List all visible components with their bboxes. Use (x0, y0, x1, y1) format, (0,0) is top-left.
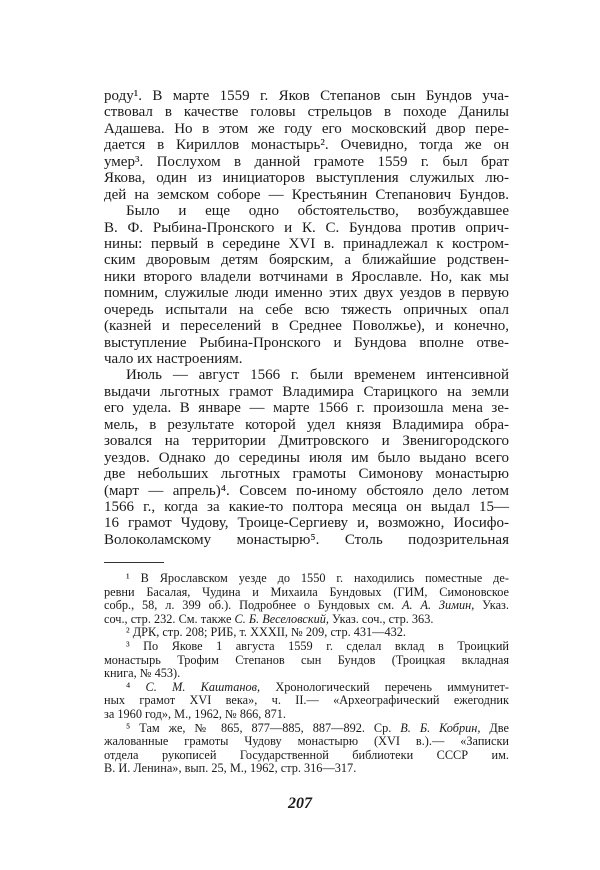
footnote-line (104, 613, 509, 627)
footnote-text: ¹ В Ярославском уезде до 1550 г. находились поместные де- (126, 571, 509, 585)
footnote-text: Указ. (474, 598, 509, 613)
text-line: умер³. Послухом в данной грамоте 1559 г. был брат (104, 153, 509, 170)
page-number: 207 (288, 795, 312, 812)
footnote-text: ревни Басалая, Чудина и Михаила Бундовых (ГИМ, Симоновское (104, 584, 509, 599)
text-line: дается в Кириллов монастырь². Очевидно, тогда же он (104, 137, 509, 154)
footnote-line (104, 667, 509, 681)
footnote-line (104, 599, 509, 613)
text-line: Якова, один из инициаторов выступления служилых лю- (104, 170, 509, 187)
footnote-text: Хронологический перечень иммунитет- (260, 679, 509, 694)
main-text-body (104, 88, 509, 548)
footnote-line (104, 572, 509, 586)
footnote-text: ² ДРК, стр. 208; РИБ, т. XXXII, № 209, стр. 431—432. (126, 625, 407, 640)
footnote-line (104, 681, 509, 695)
text-line: ствовал в качестве головы стрельцов в походе Данилы (104, 104, 509, 121)
footnote-author: А. А. Зимин, (402, 598, 475, 613)
text-line: две небольших льготных грамоты Симонову монастырю (104, 466, 509, 483)
text-line: чало их настроениям. (104, 351, 243, 367)
footnote-text: ³ По Якове 1 августа 1559 г. сделал вклад в Троицкий (126, 638, 509, 653)
footnote-line (104, 735, 509, 749)
footnote-author: С. Б. Веселовский, (234, 611, 329, 626)
footnote-text: отдела рукописей Государственной библиотеки СССР им. (104, 747, 509, 762)
text-line: выступление Рыбина-Пронского и Бундова вполне отве- (104, 334, 509, 351)
text-line: уездов. Однако до середины июля им было выдано всего (104, 449, 509, 466)
footnote-line (104, 654, 509, 668)
footnote-text: собр., 58, л. 399 об.). Подробнее о Бундовых см. (104, 598, 403, 613)
footnote-text: монастырь Трофим Степанов сын Бундов (Троицкая вкладная (104, 652, 509, 667)
text-line: ники второго владели вотчинами в Ярославле. Но, как мы (104, 268, 509, 285)
footnote-author: С. М. Каштанов, (145, 679, 261, 694)
text-line: мель, в результате которой удел князя Владимира обра- (104, 416, 509, 433)
footnote-text: жалованные грамоты Чудову монастырю (XVI в.).— «Записки (104, 734, 509, 749)
text-line: (март — апрель)⁴. Совсем по-иному обстояло дело летом (104, 482, 509, 499)
footnote-text: ных грамот XVI века», ч. II.— «Археографический ежегодник (104, 693, 509, 708)
text-line: зовался на территории Дмитровского и Звенигородского (104, 433, 509, 450)
footnote-text: ⁵ Там же, № 865, 877—885, 887—892. Ср. (126, 720, 401, 735)
footnote-text: В. И. Ленина», вып. 25, М., 1962, стр. 316—317. (104, 761, 357, 776)
text-line: дей на земском соборе — Крестьянин Степанович Бундов. (104, 186, 509, 203)
text-line: Адашева. Но в этом же году его московский двор пере- (104, 120, 509, 137)
text-line: роду¹. В марте 1559 г. Яков Степанов сын Бундов уча- (104, 88, 509, 104)
text-line: выдачи льготных грамот Владимира Старицкого на земли (104, 383, 509, 400)
text-line: ским дворовым детям боярским, а ближайшие родствен- (104, 252, 509, 269)
text-line: Июль — август 1566 г. были временем интенсивной (126, 367, 509, 384)
text-line: В. Ф. Рыбина-Пронского и К. С. Бундова против оприч- (104, 219, 509, 236)
text-line: Было и еще одно обстоятельство, возбуждавшее (126, 203, 509, 220)
footnote-text: книга, № 453). (104, 666, 181, 681)
text-line: нины: первый в середине XVI в. принадлежал к костром- (104, 235, 509, 252)
footnote-divider (104, 562, 164, 563)
footnote-line (104, 586, 509, 600)
footnote-line (104, 694, 509, 708)
footnote-text: за 1960 год», М., 1962, № 866, 871. (104, 706, 286, 721)
footnote-line (104, 722, 509, 736)
footnote-line (104, 708, 509, 722)
footnote-line (104, 640, 509, 654)
footnote-line (104, 626, 509, 640)
text-line: 16 грамот Чудову, Троице-Сергиеву и, возможно, Иосифо- (104, 515, 509, 532)
text-line: Волоколамскому монастырю⁵. Столь подозрительная (104, 531, 509, 548)
text-line: 1566 г., когда за какие-то полтора месяца он выдал 15— (104, 498, 509, 515)
footnote-line (104, 749, 509, 763)
text-line: (казней и переселений в Среднее Поволжье), и конечно, (104, 318, 509, 335)
footnote-text: соч., стр. 232. См. также (104, 611, 235, 626)
footnotes (104, 572, 509, 776)
footnote-text: Две (480, 720, 510, 735)
text-line: помним, служилые люди именно этих двух уездов в первую (104, 285, 509, 302)
footnote-text: Указ. соч., стр. 363. (328, 611, 434, 626)
text-line: очередь испытали на себе всю тяжесть опричных опал (104, 301, 509, 318)
text-line: его удела. В январе — марте 1566 г. произошла мена зе- (104, 400, 509, 417)
footnote-author: В. Б. Кобрин, (400, 720, 481, 735)
footnote-text: ⁴ (126, 679, 146, 694)
footnote-line (104, 762, 509, 776)
